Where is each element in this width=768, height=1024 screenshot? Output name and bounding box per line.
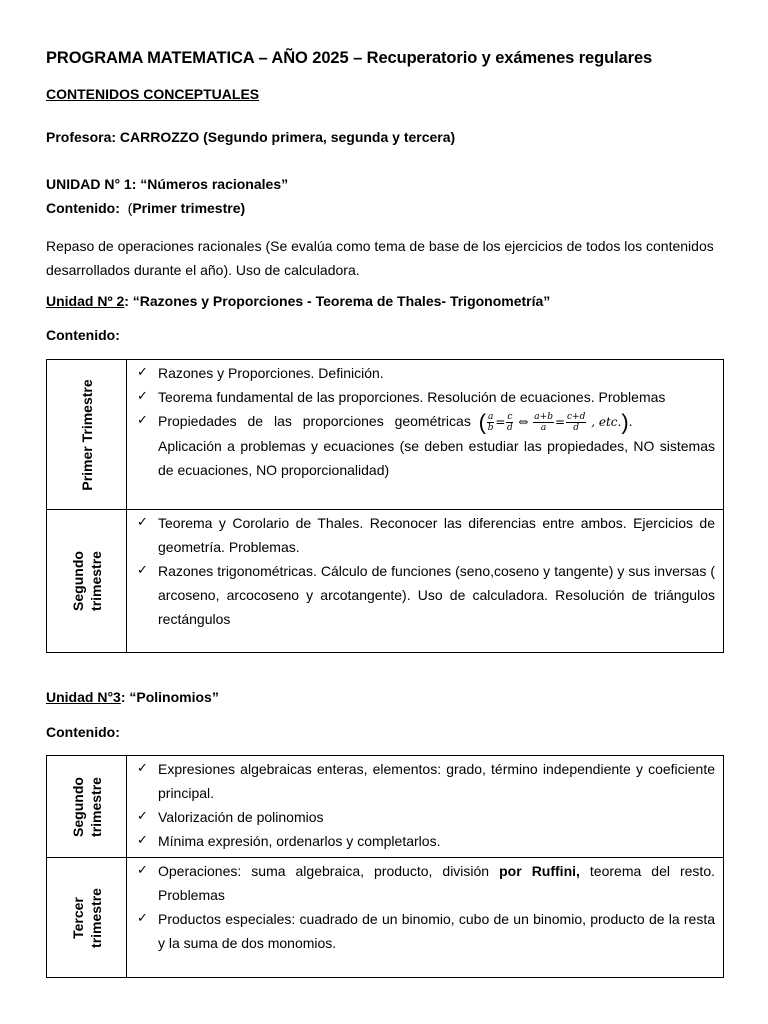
check-icon: ✓ (137, 833, 148, 848)
document-title: PROGRAMA MATEMATICA – AÑO 2025 – Recuperatorio y exámenes regulares (46, 49, 653, 67)
list-item: ✓ Propiedades de las proporciones geométricas ( $\frac{a}{b}$ = $\frac{c}{d}$ ⇔ $\frac{a+b}{a}$ = $\frac{c+d}{d}$ , etc.). Aplicación a problemas y ecuaciones (se deben estudiar las propiedades, NO sistemas de ecuaciones, NO proporcionalidad) (137, 409, 715, 482)
list-item (137, 829, 715, 853)
check-icon: ✓ (137, 809, 148, 824)
list-item-text: Valorización de polinomios (158, 809, 324, 825)
term-label: Segundo trimestre (69, 551, 104, 611)
check-icon: ✓ (137, 911, 148, 926)
unit2-title-rest: : “Razones y Proporciones - Teorema de Thales- Trigonometría” (124, 293, 551, 309)
table-row (47, 510, 724, 653)
unit1-content-open: ( (127, 200, 133, 216)
list-item-text-continued: Aplicación a problemas y ecuaciones (se deben estudiar las propiedades, NO sistemas de ecuaciones, NO proporcionalidad) (158, 438, 715, 478)
unit3-title-prefix: Unidad N°3 (46, 689, 121, 705)
check-icon: ✓ (137, 515, 148, 530)
list-item (137, 559, 715, 631)
formula-etc: , etc. (591, 415, 622, 429)
unit1-paragraph: Repaso de operaciones racionales (Se evalúa como tema de base de los ejercicios de todos los contenidos desarrollados durante el año). Uso de calculadora. (46, 238, 714, 278)
list-item-text: Razones trigonométricas. Cálculo de funciones (seno,coseno y tangente) y sus inversas ( arcoseno, arcocoseno y arcotangente). Uso de calculadora. Resolución de triángulos rectángulos (158, 563, 715, 627)
unit3-title (46, 689, 219, 705)
check-icon: ✓ (137, 761, 148, 776)
term-cell (47, 858, 127, 978)
list-item (137, 907, 715, 955)
list-item (137, 511, 715, 559)
term-cell (47, 360, 127, 510)
table-row (47, 756, 724, 858)
content-cell (127, 360, 724, 510)
check-icon: ✓ (137, 365, 148, 380)
list-item-text: Teorema y Corolario de Thales. Reconocer las diferencias entre ambos. Ejercicios de geometría. Problemas. (158, 515, 715, 555)
unit3-content-label: Contenido: (46, 724, 120, 740)
unit3-table (46, 755, 724, 978)
fraction-a-b: $\frac{a}{b}$ (487, 411, 494, 433)
term-label: Tercer trimestre (69, 887, 104, 948)
list-item (137, 361, 715, 385)
list-item-text: Propiedades de las proporciones geométricas (158, 413, 471, 429)
check-icon: ✓ (137, 413, 148, 428)
unit3-title-rest: : “Polinomios” (120, 689, 219, 705)
list-item (137, 859, 715, 907)
unit1-content-line (46, 200, 245, 216)
fraction-cpd-d: $\frac{c+d}{d}$ (567, 411, 586, 433)
professor-line: Profesora: CARROZZO (Segundo primera, segunda y tercera) (46, 129, 456, 145)
content-cell (127, 756, 724, 858)
list-item-text: Expresiones algebraicas enteras, elementos: grado, término independiente y coeficiente principal. (158, 761, 715, 801)
check-icon: ✓ (137, 389, 148, 404)
term-label: Primer Trimestre (78, 378, 95, 491)
term-cell (47, 756, 127, 858)
unit2-table (46, 359, 724, 653)
list-item (137, 757, 715, 805)
unit2-content-label: Contenido: (46, 327, 120, 343)
check-icon: ✓ (137, 863, 148, 878)
list-item (137, 385, 715, 409)
unit1-content-value: Primer trimestre) (132, 200, 246, 216)
list-item-text: Productos especiales: cuadrado de un binomio, cubo de un binomio, producto de la resta y la suma de dos monomios. (158, 911, 715, 951)
fraction-apb-a: $\frac{a+b}{a}$ (534, 411, 553, 433)
list-item-text: Operaciones: suma algebraica, producto, división (158, 863, 500, 879)
table-row (47, 858, 724, 978)
content-cell (127, 858, 724, 978)
unit2-title-prefix: Unidad Nº 2 (46, 293, 125, 309)
list-item (137, 805, 715, 829)
content-cell (127, 510, 724, 653)
iff-symbol: ⇔ (518, 415, 529, 429)
list-item-emphasis: por Ruffini, (499, 863, 580, 879)
fraction-c-d: $\frac{c}{d}$ (507, 411, 513, 433)
term-label: Segundo trimestre (69, 776, 104, 837)
check-icon: ✓ (137, 563, 148, 578)
section-heading: CONTENIDOS CONCEPTUALES (46, 86, 260, 102)
unit1-content-label: Contenido: (46, 200, 120, 216)
list-item-text: Razones y Proporciones. Definición. (158, 365, 384, 381)
list-item-text: Mínima expresión, ordenarlos y completarlos. (158, 833, 441, 849)
list-item-text: teorema del resto. Problemas (158, 863, 715, 903)
list-item-text: Teorema fundamental de las proporciones. Resolución de ecuaciones. Problemas (158, 389, 666, 405)
unit2-title (46, 293, 550, 309)
term-cell (47, 510, 127, 653)
unit1-title: UNIDAD N° 1: “Números racionales” (46, 176, 289, 192)
table-row (47, 360, 724, 510)
